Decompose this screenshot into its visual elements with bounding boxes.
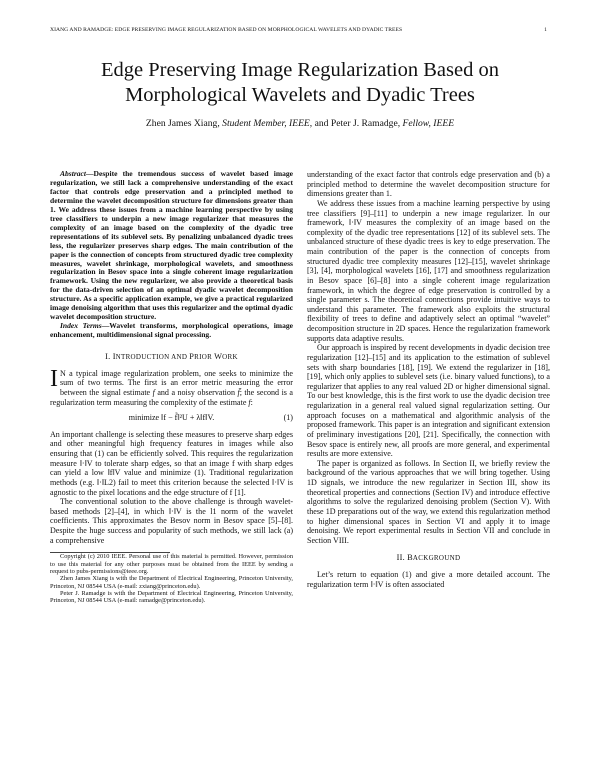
equation-1-number: (1) (283, 413, 293, 423)
p1-start: N a typical image regularization problem, one seeks to minimize the sum of two terms. The first is an error metric measuring the error between the signal estimate (60, 368, 293, 397)
left-column (50, 170, 293, 605)
title-line-1: Edge Preserving Image Regularization Based on (101, 59, 499, 81)
section-2-title-sc: ACKGROUND (412, 554, 461, 563)
author-line (40, 118, 560, 130)
running-header (50, 27, 550, 37)
section-1-title-cap-3: W (214, 352, 223, 362)
section-1-heading (50, 352, 293, 363)
section-1-title-cap-1: I (112, 352, 116, 362)
paper-title (40, 58, 560, 108)
running-header-text: XIANG AND RAMADGE: EDGE PRESERVING IMAGE REGULARIZATION BASED ON MORPHOLOGICAL WAVELETS AND DYADIC TREES (50, 27, 403, 33)
abstract-label: Abstract (60, 169, 86, 178)
footnote-author-2: Peter J. Ramadge is with the Department of Electrical Engineering, Princeton University, Princeton, NJ 08544 USA (e-mail: ramadge@princeton.edu). (50, 590, 293, 605)
p1-fhat: f̃ (237, 387, 240, 397)
section-2-numeral: II. (396, 553, 405, 563)
p1-f: f (152, 387, 155, 397)
p1-colon: : (250, 397, 253, 407)
intro-paragraph-3: The conventional solution to the above challenge is through wavelet-based methods [2]–[4], in which ‖·‖V is the l1 norm of the wavelet coefficients. This approximates the Besov norm in Besov space [5]–[8]. Despite the huge success and popularity of such methods, we still lack (a) a comprehensive (50, 497, 293, 545)
footnote-copyright: Copyright (c) 2010 IEEE. Personal use of this material is permitted. However, permission to use this material for any other purposes must be obtained from the IEEE by sending a request to pubs-permissions@ieee.org. (50, 553, 293, 576)
index-terms-label: Index Terms (60, 321, 102, 331)
author-connector: and Peter J. Ramadge, (314, 118, 401, 129)
index-terms (50, 322, 293, 340)
author-1-role: Student Member, IEEE, (222, 118, 313, 129)
section-1-title-sc-3: ORK (222, 353, 238, 362)
page-number: 1 (544, 27, 547, 33)
equation-1 (50, 413, 293, 423)
section-1-numeral: I. (105, 352, 111, 362)
right-paragraph-continued: understanding of the exact factor that controls edge preservation and (b) a principled method to determine the wavelet decomposition structure for dimensions greater than 1. (307, 170, 550, 199)
section-2-heading (307, 553, 550, 564)
right-paragraph-7: Let’s return to equation (1) and give a more detailed account. The regularization term ‖·‖V is often associated (307, 570, 550, 589)
abstract (50, 170, 293, 322)
equation-1-body: minimize ‖f − f̃‖²U + λ‖f‖V. (128, 413, 215, 423)
abstract-text: —Despite the tremendous success of wavelet based image regularization, we still lack a comprehensive understanding of the exact factor that controls edge preservation and a principled method to determine the wavelet decomposition structure for dimensions greater than 1. We address these issues from a machine learning perspective by using tree classifiers to underpin a new image regularizer that measures the complexity of an image based on the complexity of the dyadic tree representations of its sublevel sets. By penalizing unbalanced dyadic trees less, the regularizer preserves sharp edges. The main contribution of the paper is the connection of concepts from structured dyadic tree complexity measures, wavelet shrinkage, morphological wavelets, and smoothness regularization in Besov space into a single coherent image regularization framework. Using the new regularizer, we also provide a theoretical basis for the data-driven selection of an optimal dyadic wavelet decomposition structure. As a specific application example, we give a practical regularized image denoising algorithm that uses this regularizer and the optimal dyadic wavelet decomposition structure. (50, 169, 293, 322)
right-column (307, 170, 550, 589)
p1-f2: f (248, 397, 251, 407)
section-1-title-sc-1: NTRODUCTION AND (115, 353, 190, 362)
p1-end: ; the second is a regularization term measuring the complexity of the estimate (50, 387, 293, 407)
right-paragraph-5: Our approach is inspired by recent developments in dyadic decision tree regularization [12]–[15] and its application to the estimation of sublevel sets with sharp boundaries [18], [19]. We extend the regularizer in [18], [19], which only applies to sublevel sets (i.e. binary valued functions), to a regularizer that applies to any real valued 2D or higher dimensional signal. To our best knowledge, this is the first work to use the dyadic decision tree regularization in a general real valued signal regularization setting. Our approach focuses on a mathematical and algorithmic analysis of the proposed framework. This paper is an integration and significant extension of preliminary investigations [20], [21]. Specifically, the connection with Besov space is entirely new, all proofs are more general, and experimental results are more extensive. (307, 343, 550, 459)
author-2-role: Fellow, IEEE (402, 118, 455, 129)
footnote-author-1: Zhen James Xiang is with the Department of Electrical Engineering, Princeton University, Princeton, NJ 08544 USA (e-mail: zxiang@princeton.edu). (50, 575, 293, 590)
section-1-title-cap-2: P (189, 352, 195, 362)
right-paragraph-6: The paper is organized as follows. In Section II, we briefly review the background of the various approaches that we will bring together. Using 1D signals, we introduce the new regularizer in Section III, show its theoretical properties and connections (Section IV) and introduce effective algorithms to solve the regularized denoising problem (Section V). With these 1D preparations out of the way, we extend this regularization method to higher dimensional spaces in Section VI and apply it to image denoising. We report experimental results in Section VII and conclude in Section VIII. (307, 458, 550, 545)
index-terms-text: —Wavelet transforms, morphological operations, image enhancement, multidimensional signal processing. (50, 321, 293, 340)
section-1-title-sc-2: RIOR (194, 353, 215, 362)
title-line-2: Morphological Wavelets and Dyadic Trees (125, 84, 475, 106)
right-paragraph-4: We address these issues from a machine learning perspective by using tree classifiers [9]–[11] to underpin a new image regularizer. In our framework, ‖·‖V measures the complexity of an image based on the complexity of the dyadic tree representations [12] of its sublevel sets. The unbalanced structure of these dyadic trees is key to edge preservation. The main contribution of the paper is the connection of concepts from structured dyadic tree complexity measures [12]–[15], wavelet shrinkage [3], [4], morphological wavelets [16], [17] and smoothness regularization in Besov space [6]–[8] into a single coherent image regularization framework, in which the degree of edge preservation is controlled by a single parameter s. The theoretical connections provide intuitive ways to understand this parameter. The framework also exploits the structural flexibility of trees to define and adaptively select an optimal “wavelet” decomposition structure in 2D spaces. Hence the regularization framework supports data adaptive results. (307, 198, 550, 343)
drop-cap: I (50, 365, 58, 392)
intro-paragraph-1 (50, 365, 293, 408)
intro-paragraph-2: An important challenge is selecting these measures to preserve sharp edges and other meaningful high frequency features in images while also ensuring that (1) can be efficiently solved. This requires the regularization measure ‖·‖V to tolerate sharp edges, so that an image f with sharp edges can yield a low ‖f‖V value and minimize (1). Traditional regularization methods (e.g. ‖·‖L2) fail to meet this criterion because the selected ‖·‖V is agnostic to the pixel locations and the edge structure of f [1]. (50, 429, 293, 497)
author-1: Zhen James Xiang, (145, 118, 220, 129)
section-2-title-cap: B (407, 553, 413, 563)
p1-mid: and a noisy observation (154, 387, 238, 397)
